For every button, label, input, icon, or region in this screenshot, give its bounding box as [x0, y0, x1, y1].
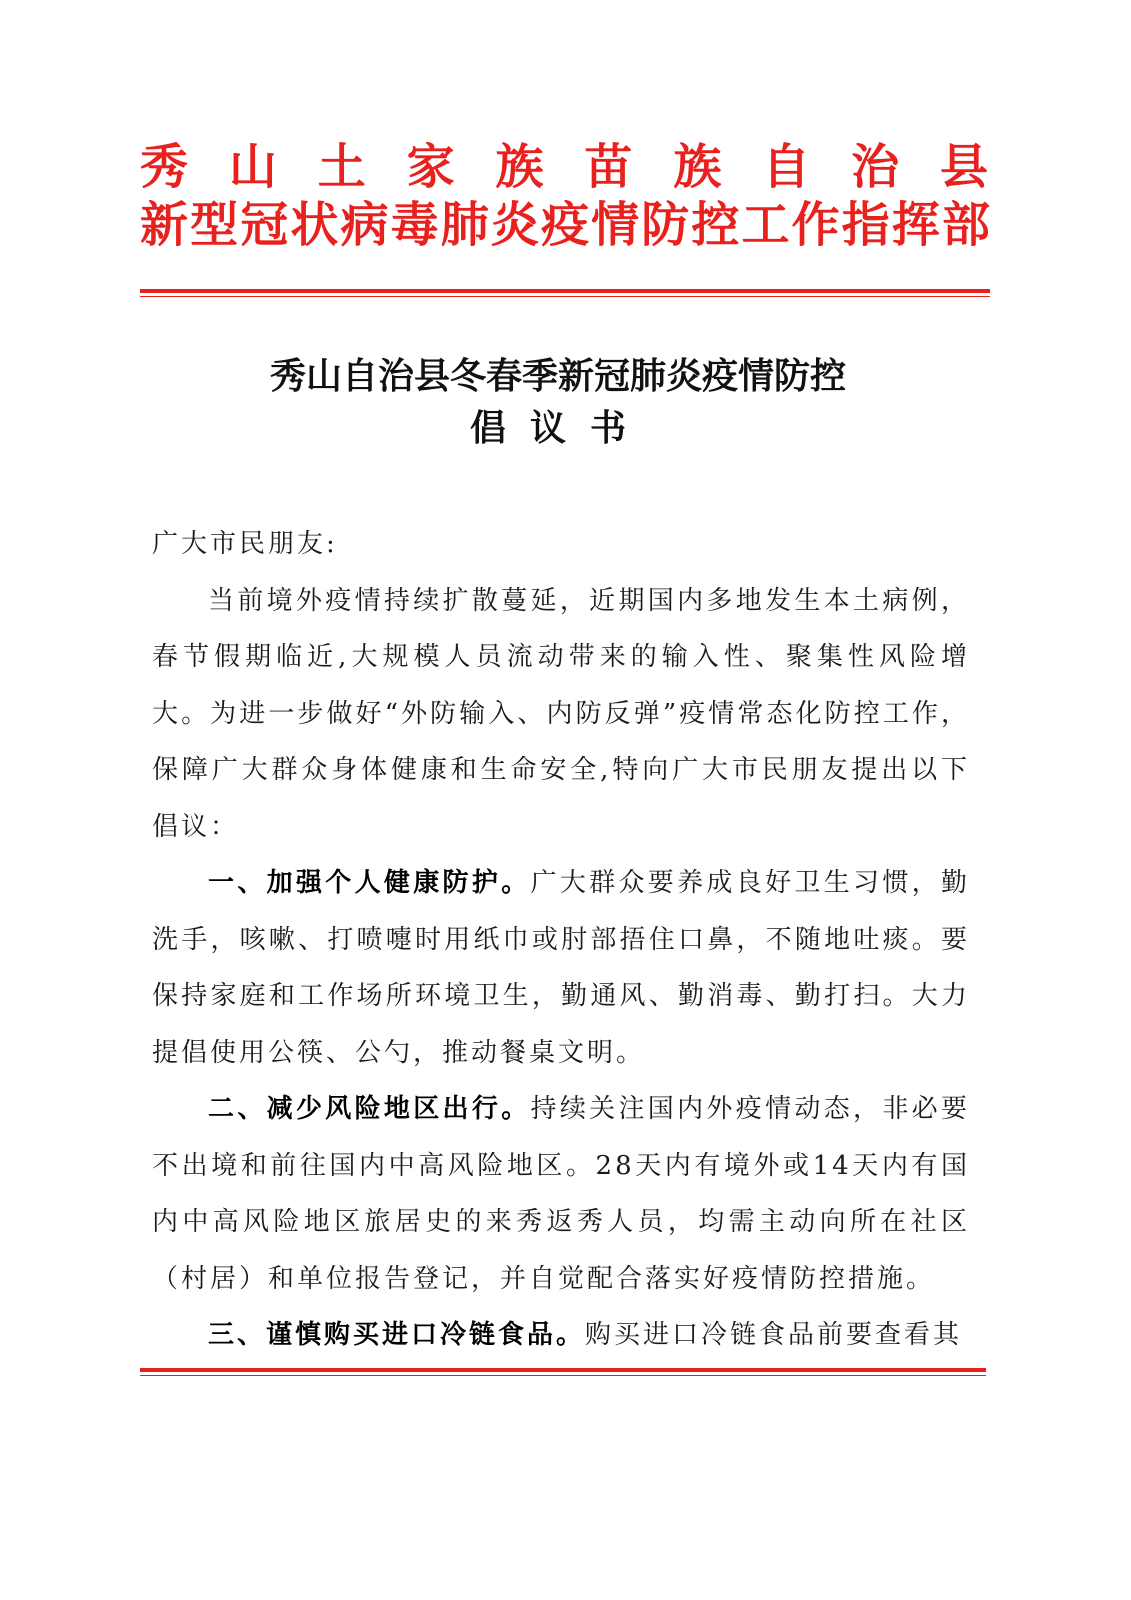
document-title-line2: 倡议书	[470, 407, 651, 449]
section-2-text: 持续关注国内外疫情动态，非必要不出境和前往国内中高风险地区。28天内有境外或14天内有国内中高风险地区旅居史的来秀返秀人员，均需主动向所在社区（村居）和单位报告登记，并自觉配合落实好疫情防控措施。	[152, 1094, 970, 1294]
issuer-name-line1: 秀山土家族苗族自治县	[140, 139, 990, 195]
header-red-rule	[140, 289, 990, 297]
document-body	[152, 516, 970, 1364]
greeting: 广大市民朋友:	[152, 529, 338, 559]
section-3	[152, 1307, 970, 1364]
section-3-text: 购买进口冷链食品前要查看其	[585, 1320, 963, 1350]
section-1	[152, 855, 970, 1081]
section-3-heading: 三、谨慎购买进口冷链食品。	[208, 1320, 586, 1350]
footer-red-rule	[140, 1368, 986, 1376]
section-1-heading: 一、加强个人健康防护。	[208, 868, 531, 898]
intro-paragraph: 当前境外疫情持续扩散蔓延，近期国内多地发生本土病例，春节假期临近,大规模人员流动带来的输入性、聚集性风险增大。为进一步做好“外防输入、内防反弹”疫情常态化防控工作，保障广大群众身体健康和生命安全,特向广大市民朋友提出以下倡议：	[152, 585, 970, 842]
document-title-line1: 秀山自治县冬春季新冠肺炎疫情防控	[270, 355, 847, 397]
issuer-header	[140, 138, 990, 254]
section-2	[152, 1081, 970, 1307]
section-2-heading: 二、减少风险地区出行。	[208, 1094, 531, 1124]
document-title	[270, 350, 930, 454]
section-1-text: 广大群众要养成良好卫生习惯，勤洗手，咳嗽、打喷嚏时用纸巾或肘部捂住口鼻，不随地吐痰。要保持家庭和工作场所环境卫生，勤通风、勤消毒、勤打扫。大力提倡使用公筷、公勺，推动餐桌文明。	[152, 868, 970, 1068]
issuer-name-line2: 新型冠状病毒肺炎疫情防控工作指挥部	[140, 197, 990, 253]
